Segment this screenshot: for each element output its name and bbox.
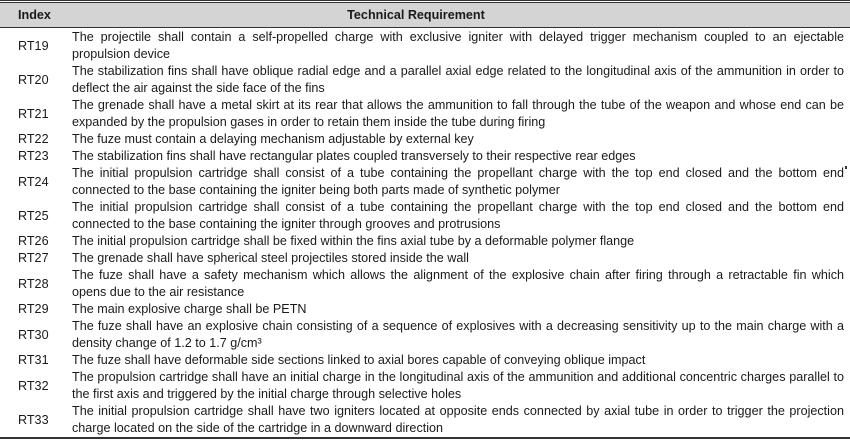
table-row [0, 199, 850, 233]
row-requirement: The fuze must contain a delaying mechanism adjustable by external key [72, 132, 474, 146]
table-row [0, 165, 850, 199]
row-requirement: The initial propulsion cartridge shall consist of a tube containing the propellant charge with the top end closed and the bottom end connected to the base containing the igniter through grooves and protrusions [72, 200, 844, 231]
table-row [0, 403, 850, 438]
row-requirement: The propulsion cartridge shall have an initial charge in the longitudinal axis of the ammunition and additional concentric charges parallel to the first axis and triggered by the initial charge through selective holes [72, 370, 844, 401]
table-header [0, 2, 850, 28]
row-index: RT30 [18, 327, 49, 342]
row-index: RT26 [18, 234, 49, 248]
table-row [0, 28, 850, 64]
row-index: RT33 [0, 403, 72, 438]
row-requirement: The grenade shall have a metal skirt at its rear that allows the ammunition to fall through the tube of the weapon and whose end can be expanded by the propulsion gases in order to retain them inside the tube during firing [72, 98, 844, 129]
table-row [0, 148, 850, 165]
row-index: RT28 [18, 276, 49, 291]
row-requirement: The initial propulsion cartridge shall have two igniters located at opposite ends connected by axial tube in order to trigger the projection charge located on the side of the cartridge in a downward direction [72, 403, 850, 438]
stray-tick-mark [845, 166, 847, 169]
table-row [0, 369, 850, 403]
row-index: RT19 [18, 38, 49, 53]
row-requirement: The main explosive charge shall be PETN [72, 302, 307, 316]
table-row [0, 301, 850, 318]
table-row [0, 250, 850, 267]
table-row [0, 352, 850, 369]
table-body [0, 28, 850, 439]
row-index: RT31 [18, 353, 49, 367]
row-index: RT22 [18, 132, 49, 146]
row-index: RT24 [18, 174, 49, 189]
row-index: RT25 [18, 208, 49, 223]
table-row [0, 97, 850, 131]
row-requirement: The fuze shall have an explosive chain consisting of a sequence of explosives with a decreasing sensitivity up to the main charge with a density change of 1.2 to 1.7 g/cm³ [72, 319, 844, 350]
column-header-technical-requirement: Technical Requirement [72, 2, 850, 28]
row-requirement: The initial propulsion cartridge shall be fixed within the fins axial tube by a deformable polymer flange [72, 234, 635, 248]
table-row [0, 233, 850, 250]
row-index: RT32 [18, 378, 49, 393]
table-row [0, 63, 850, 97]
row-requirement: The initial propulsion cartridge shall consist of a tube containing the propellant charge with the top end closed and the bottom end connected to the base containing the igniter being both parts made of synthetic polymer [72, 166, 844, 197]
row-requirement: The grenade shall have spherical steel projectiles stored inside the wall [72, 251, 469, 265]
table-row [0, 267, 850, 301]
row-index: RT27 [18, 251, 49, 265]
column-header-index: Index [0, 2, 72, 28]
table-row [0, 131, 850, 148]
row-index: RT23 [18, 149, 49, 163]
row-index: RT20 [18, 72, 49, 87]
row-requirement: The projectile shall contain a self-propelled charge with exclusive igniter with delayed trigger mechanism coupled to an ejectable propulsion device [72, 30, 844, 61]
row-requirement: The fuze shall have deformable side sections linked to axial bores capable of conveying oblique impact [72, 353, 646, 367]
row-index: RT21 [18, 106, 49, 121]
row-requirement: The fuze shall have a safety mechanism which allows the alignment of the explosive chain after firing through a retractable fin which opens due to the air resistance [72, 268, 844, 299]
row-requirement: The stabilization fins shall have oblique radial edge and a parallel axial edge related to the longitudinal axis of the ammunition in order to deflect the air against the side face of the fins [72, 64, 844, 95]
table-row [0, 318, 850, 352]
row-index: RT29 [18, 302, 49, 316]
row-requirement: The stabilization fins shall have rectangular plates coupled transversely to their respective rear edges [72, 149, 636, 163]
header-row [0, 2, 850, 28]
